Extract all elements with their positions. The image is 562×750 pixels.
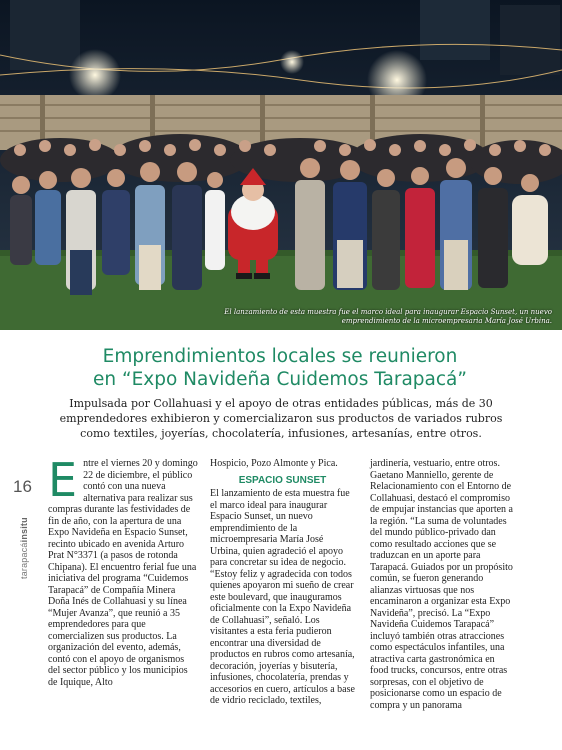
article-column-3 (370, 458, 515, 711)
column-1-text: ntre el viernes 20 y domingo 22 de diciembre, el público contó con una nueva alternativa para realizar sus compras durante las festividades de fin de año, con la apertura de una Expo Navideña en Espacio Sunset, recinto ubicado en avenida Arturo Prat N°3371 (a pasos de rotonda Chipana). El encuentro ferial fue una iniciativa del programa “Cuidemos Tarapacá” de Compañía Minera Doña Inés de Collahuasi y su línea “Mujer Avanza”, que reunió a 35 emprendedores para que comercializen sus productos. La organización del evento, además, contó con el apoyo de organismos del sector público y los municipios de Iquique, Alto (48, 458, 198, 688)
column-2-text: El lanzamiento de esta muestra fue el marco ideal para inaugurar Espacio Sunset, un nuevo emprendimiento de la microempresaria María José Urbina, quien agradeció el apoyo para concretar su idea de negocio. “Estoy feliz y agradecida con todos quienes apoyaron mi sueño de crear este boulevard, que inauguramos oficialmente con la Expo Navideña de Collahuasi”, señaló. Los visitantes a esta feria pudieron encontrar una diversidad de productos en rubros como artesanía, decoración, joyerías y bisutería, infusiones, chocolatería, prendas y accesorios en cuero, artículos a base de vidrio reciclado, textiles, (210, 488, 355, 706)
drop-cap: E (48, 453, 78, 507)
photo-illustration (0, 0, 562, 330)
article-column-2 (210, 458, 355, 707)
article-column-1 (48, 453, 198, 688)
photo-caption-line-1: El lanzamiento de esta muestra fue el marco ideal para inaugurar Espacio Sunset, un nuevo (224, 308, 552, 316)
section-subhead: ESPACIO SUNSET (238, 474, 327, 486)
magazine-name (17, 498, 31, 578)
photo-caption-line-2: emprendimiento de la microempresaria María José Urbina. (341, 317, 552, 325)
article-lede: Impulsada por Collahuasi y el apoyo de otras entidades públicas, más de 30 emprendedores exhibieron y comercializaron sus productos de variados rubros como textiles, joyerías, chocolatería, infusiones, artesanías, entre otros. (59, 397, 503, 440)
page-number: 16 (13, 477, 32, 496)
column-3-text: jardinería, vestuario, entre otros. Gaetano Manniello, gerente de Relacionamiento con el Entorno de Collahuasi, destacó el compromiso de empujar instancias que aporten a la región. “La suma de voluntades del mundo público-privado dan como resultado acciones que se traduzcan en un aporte para Tarapacá. Guiados por un propósito común, se fueron generando alianzas virtuosas que nos encaminaron a organizar esta Expo Navideña”, precisó. La “Expo Navideña Cuidemos Tarapacá” incluyó también otras atracciones como espectáculos infantiles, una atractiva carta gastronómica en food trucks, concursos, entre otras sorpresas, con el objetivo de posicionarse como un espacio de compra y un panorama (370, 458, 513, 711)
column-2-top-text: Hospicio, Pozo Almonte y Pica. (210, 458, 338, 469)
magazine-name-light: tarapacá (19, 542, 29, 579)
magazine-name-bold: insitu (19, 517, 29, 543)
event-group-photo (0, 0, 562, 330)
article-headline (40, 345, 520, 391)
photo-caption (222, 308, 552, 326)
headline-line-1: Emprendimientos locales se reunieron (102, 346, 458, 367)
headline-line-2: en “Expo Navideña Cuidemos Tarapacá” (93, 369, 467, 390)
